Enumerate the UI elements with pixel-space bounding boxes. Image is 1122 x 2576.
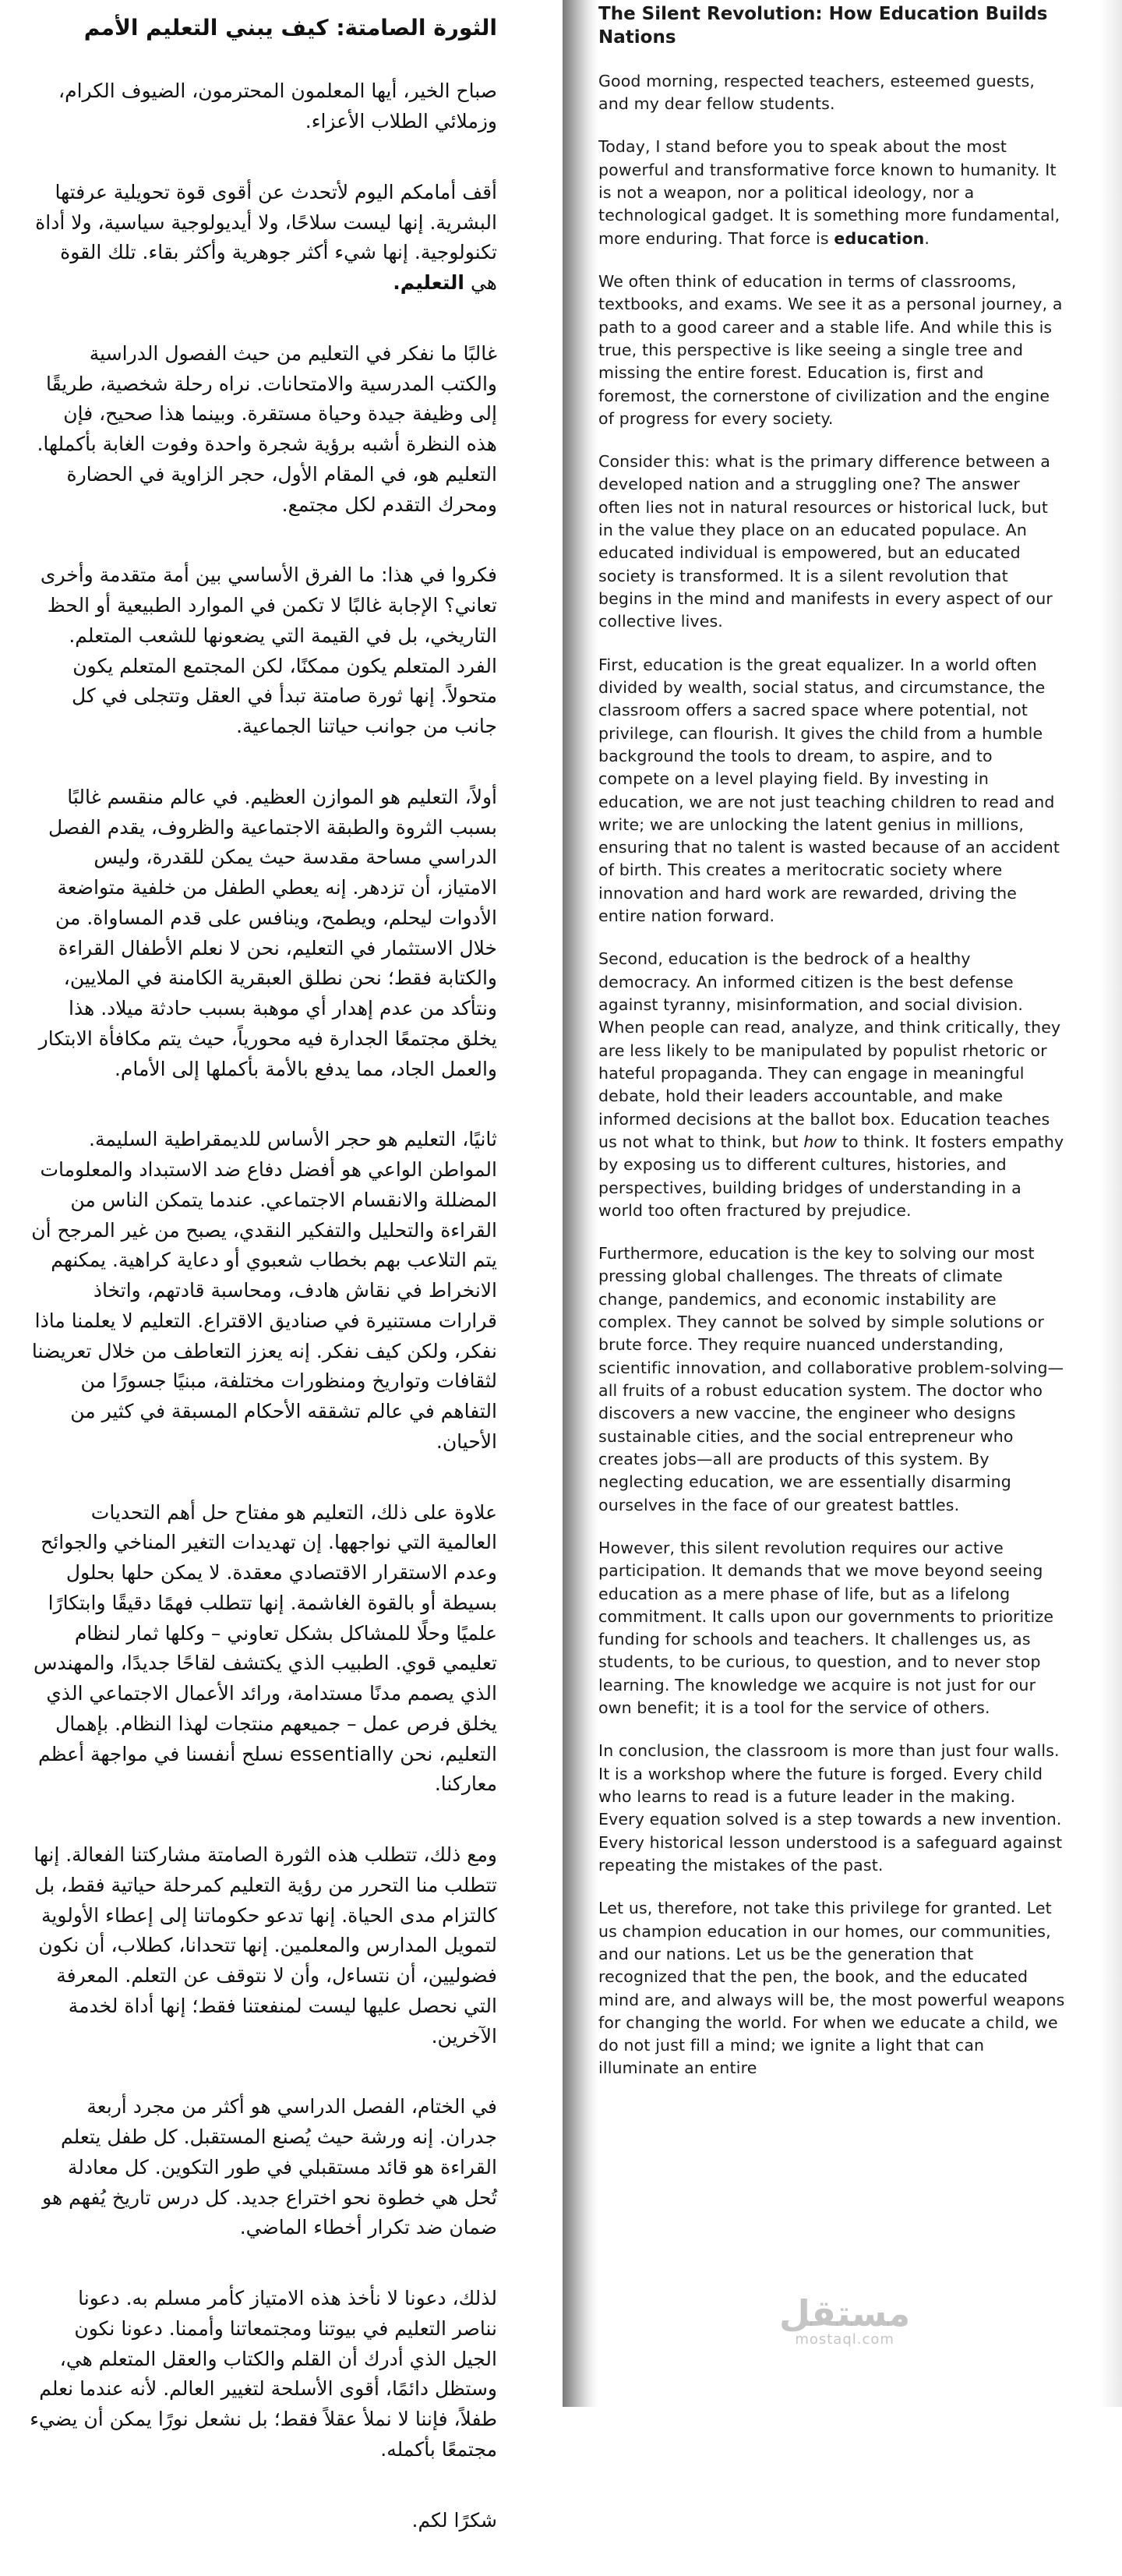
arabic-paragraph: لذلك، دعونا لا نأخذ هذه الامتياز كأمر مسلم به. دعونا نناصر التعليم في بيوتنا ومجتمعاتنا وأممنا. دعونا نكون الجيل الذي أدرك أن القلم والكتاب والعقل المتعلم هي، وستظل دائمًا، أقوى الأسلحة لتغيير العالم. لأنه عندما نعلم طفلاً، فإننا لا نملأ عقلاً فقط؛ بل نشعل نورًا يمكن أن يضيء مجتمعًا بأكمله.	[30, 2287, 497, 2461]
english-title: The Silent Revolution: How Education Builds Nations	[598, 4, 1048, 48]
watermark-logo-text: مستقل	[779, 2292, 911, 2334]
english-paragraph-text: .	[924, 228, 930, 248]
english-paragraph: Consider this: what is the primary difference between a developed nation and a struggling one? The answer often lies not in natural resources or historical luck, but in the value they place on an educated populace. An educated individual is empowered, but an educated society is transformed. It is a silent revolution that begins in the mind and manifests in every aspect of our collective lives.	[598, 452, 1053, 631]
english-paragraph-text: Today, I stand before you to speak about the most powerful and transformative force known to humanity. It is not a weapon, nor a political ideology, nor a technological gadget. It is something more fundamental, more enduring. That force is	[598, 137, 1060, 248]
english-paragraph-text: to think. It fosters empathy by exposing us to different cultures, histories, and perspectives, building bridges of understanding in a world too often fractured by prejudice.	[598, 1132, 1064, 1220]
english-paragraph: Furthermore, education is the key to solving our most pressing global challenges. The threats of climate change, pandemics, and economic instability are complex. They cannot be solved by simple solutions or brute force. They require nuanced understanding, scientific innovation, and collaborative problem-solving—all fruits of a robust education system. The doctor who discovers a new vaccine, the engineer who designs sustainable cities, and the social entrepreneur who creates jobs—all are products of this system. By neglecting education, we are essentially disarming ourselves in the face of our greatest battles.	[598, 1244, 1064, 1514]
english-bold-word: education	[834, 228, 925, 248]
arabic-paragraph: ومع ذلك، تتطلب هذه الثورة الصامتة مشاركتنا الفعالة. إنها تتطلب منا التحرر من رؤية التعليم كمرحلة حياتية فقط، بل كالتزام مدى الحياة. إنها تدعو حكوماتنا إلى إعطاء الأولوية لتمويل المدارس والمعلمين. إنها تتحدانا، كطلاب، أن نكون فضوليين، أن نتساءل، وأن لا نتوقف عن التعلم. المعرفة التي نحصل عليها ليست لمنفعتنا فقط؛ إنها أداة لخدمة الآخرين.	[34, 1843, 497, 2048]
arabic-paragraph: فكروا في هذا: ما الفرق الأساسي بين أمة متقدمة وأخرى تعاني؟ الإجابة غالبًا لا تكمن في الموارد الطبيعية أو الحظ التاريخي، بل في القيمة التي يضعونها للشعب المتعلم. الفرد المتعلم يكون ممكنًا، لكن المجتمع المتعلم يكون متحولاً. إنها ثورة صامتة تبدأ في العقل وتتجلى في كل جانب من جوانب حياتنا الجماعية.	[40, 564, 497, 738]
watermark-domain: mostaql.com	[795, 2331, 894, 2348]
mostaql-watermark	[779, 2292, 911, 2348]
arabic-paragraph-text: أقف أمامكم اليوم لأتحدث عن أقوى قوة تحويلية عرفتها البشرية. إنها ليست سلاحًا، ولا أيديولوجية سياسية، ولا أداة تكنولوجية. إنها شيء أكثر جوهرية وأكثر بقاء. تلك القوة هي	[35, 180, 497, 295]
english-paragraph: However, this silent revolution requires our active participation. It demands that we move beyond seeing education as a mere phase of life, but as a lifelong commitment. It calls upon our governments to prioritize funding for schools and teachers. It challenges us, as students, to be curious, to question, and to never stop learning. The knowledge we acquire is not just for our own benefit; it is a tool for the service of others.	[598, 1538, 1054, 1718]
arabic-bold-word: التعليم.	[393, 271, 465, 295]
arabic-text	[30, 14, 497, 2576]
arabic-paragraph: صباح الخير، أيها المعلمون المحترمون، الضيوف الكرام، وزملائي الطلاب الأعزاء.	[58, 80, 497, 133]
english-paragraph: First, education is the great equalizer. In a world often divided by wealth, social status, and circumstance, the classroom offers a sacred space where potential, not privilege, can flourish. It gives the child from a humble background the tools to dream, to aspire, and to compete on a level playing field. By investing in education, we are not just teaching children to read and write; we are unlocking the latent genius in millions, ensuring that no talent is wasted because of an accident of birth. This creates a meritocratic society where innovation and hard work are rewarded, driving the entire nation forward.	[598, 655, 1060, 926]
english-paragraph-text: Second, education is the bedrock of a healthy democracy. An informed citizen is the best defense against tyranny, misinformation, and social division. When people can read, analyze, and think critically, they are less likely to be manipulated by populist rhetoric or hateful propaganda. They can engage in meaningful debate, hold their leaders accountable, and make informed decisions at the ballot box. Education teaches us not what to think, but	[598, 949, 1061, 1151]
arabic-title: الثورة الصامتة: كيف يبني التعليم الأمم	[83, 15, 497, 41]
english-paragraph: In conclusion, the classroom is more than just four walls. It is a workshop where the future is forged. Every child who learns to read is a future leader in the making. Every equation solved is a step towards a new invention. Every historical lesson understood is a safeguard against repeating the mistakes of the past.	[598, 1741, 1063, 1875]
arabic-paragraph: في الختام، الفصل الدراسي هو أكثر من مجرد أربعة جدران. إنه ورشة حيث يُصنع المستقبل. كل طفل يتعلم القراءة هو قائد مستقبلي في طور التكوين. كل معادلة تُحل هي خطوة نحو اختراع جديد. كل درس تاريخ يُفهم هو ضمان ضد تكرار أخطاء الماضي.	[42, 2095, 497, 2239]
english-paragraph: We often think of education in terms of classrooms, textbooks, and exams. We see it as a personal journey, a path to a good career and a stable life. And while this is true, this perspective is like seeing a single tree and missing the entire forest. Education is, first and foremost, the cornerstone of civilization and the engine of progress for every society.	[598, 271, 1063, 428]
arabic-paragraph	[30, 178, 497, 299]
arabic-paragraph: ثانيًا، التعليم هو حجر الأساس للديمقراطية السليمة. المواطن الواعي هو أفضل دفاع ضد الاستبداد والمعلومات المضللة والانقسام الاجتماعي. عندما يتمكن الناس من القراءة والتحليل والتفكير النقدي، يصبح من غير المرجح أن يتم التلاعب بهم بخطاب شعبوي أو دعاية كراهية. يمكنهم الانخراط في نقاش هادف، ومحاسبة قادتهم، واتخاذ قرارات مستنيرة في صناديق الاقتراع. التعليم لا يعلمنا ماذا نفكر، ولكن كيف نفكر. إنه يعزز التعاطف من خلال تعريضنا لثقافات وتواريخ ومنظورات مختلفة، مبنيًا جسورًا من التفاهم في عالم تشققه الأحكام المسبقة في كثير من الأحيان.	[31, 1128, 497, 1453]
arabic-paragraph: غالبًا ما نفكر في التعليم من حيث الفصول الدراسية والكتب المدرسية والامتحانات. نراه رحلة شخصية، طريقًا إلى وظيفة جيدة وحياة مستقرة. وبينما هذا صحيح، فإن هذه النظرة أشبه برؤية شجرة واحدة وفوت الغابة بأكملها. التعليم هو، في المقام الأول، حجر الزاوية في الحضارة ومحرك التقدم لكل مجتمع.	[37, 341, 497, 516]
english-italic-word: how	[803, 1132, 838, 1151]
english-paragraph: Good morning, respected teachers, esteemed guests, and my dear fellow students.	[598, 71, 1036, 114]
arabic-column	[0, 0, 563, 2532]
english-paragraph	[598, 948, 1066, 1222]
arabic-paragraph: أولاً، التعليم هو الموازن العظيم. في عالم منقسم غالبًا بسبب الثروة والطبقة الاجتماعية والظروف، يقدم الفصل الدراسي مساحة مقدسة حيث يمكن للقدرة، وليس الامتياز، أن تزدهر. إنه يعطي الطفل من خلفية متواضعة الأدوات ليحلم، ويطمح، وينافس على قدم المساواة. من خلال الاستثمار في التعليم، نحن لا نعلم الأطفال القراءة والكتابة فقط؛ نحن نطلق العبقرية الكامنة في الملايين، ونتأكد من عدم إهدار أي موهبة بسبب حادثة ميلاد. هذا يخلق مجتمعًا الجدارة فيه محورياً، حيث يتم مكافأة الابتكار والعمل الجاد، مما يدفع بالأمة بأكملها إلى الأمام.	[38, 785, 497, 1080]
arabic-paragraph: علاوة على ذلك، التعليم هو مفتاح حل أهم التحديات العالمية التي نواجهها. إن تهديدات التغير المناخي والجوائح وعدم الاستقرار الاقتصادي معقدة. لا يمكن حلها بحلول بسيطة أو بالقوة الغاشمة. إنها تتطلب فهمًا دقيقًا وابتكارًا علميًا وحلًا للمشاكل بشكل تعاوني – وكلها ثمار لنظام تعليمي قوي. الطبيب الذي يكتشف لقاحًا جديدًا، والمهندس الذي يصمم مدنًا مستدامة، ورائد الأعمال الاجتماعي الذي يخلق فرص عمل – جميعهم منتجات لهذا النظام. بإهمال التعليم، نحن essentially نسلح أنفسنا في مواجهة أعظم معاركنا.	[33, 1500, 497, 1796]
english-paragraph: Let us, therefore, not take this privilege for granted. Let us champion education in our homes, our communities, and our nations. Let us be the generation that recognized that the pen, the book, and the educated mind are, and always will be, the most powerful weapons for changing the world. For when we educate a child, we do not just fill a mind; we ignite a light that can illuminate an entire	[598, 1899, 1065, 2078]
english-column	[563, 0, 1122, 2407]
arabic-closing: شكرًا لكم.	[411, 2508, 497, 2532]
english-text	[598, 3, 1066, 2101]
english-paragraph	[598, 136, 1066, 250]
